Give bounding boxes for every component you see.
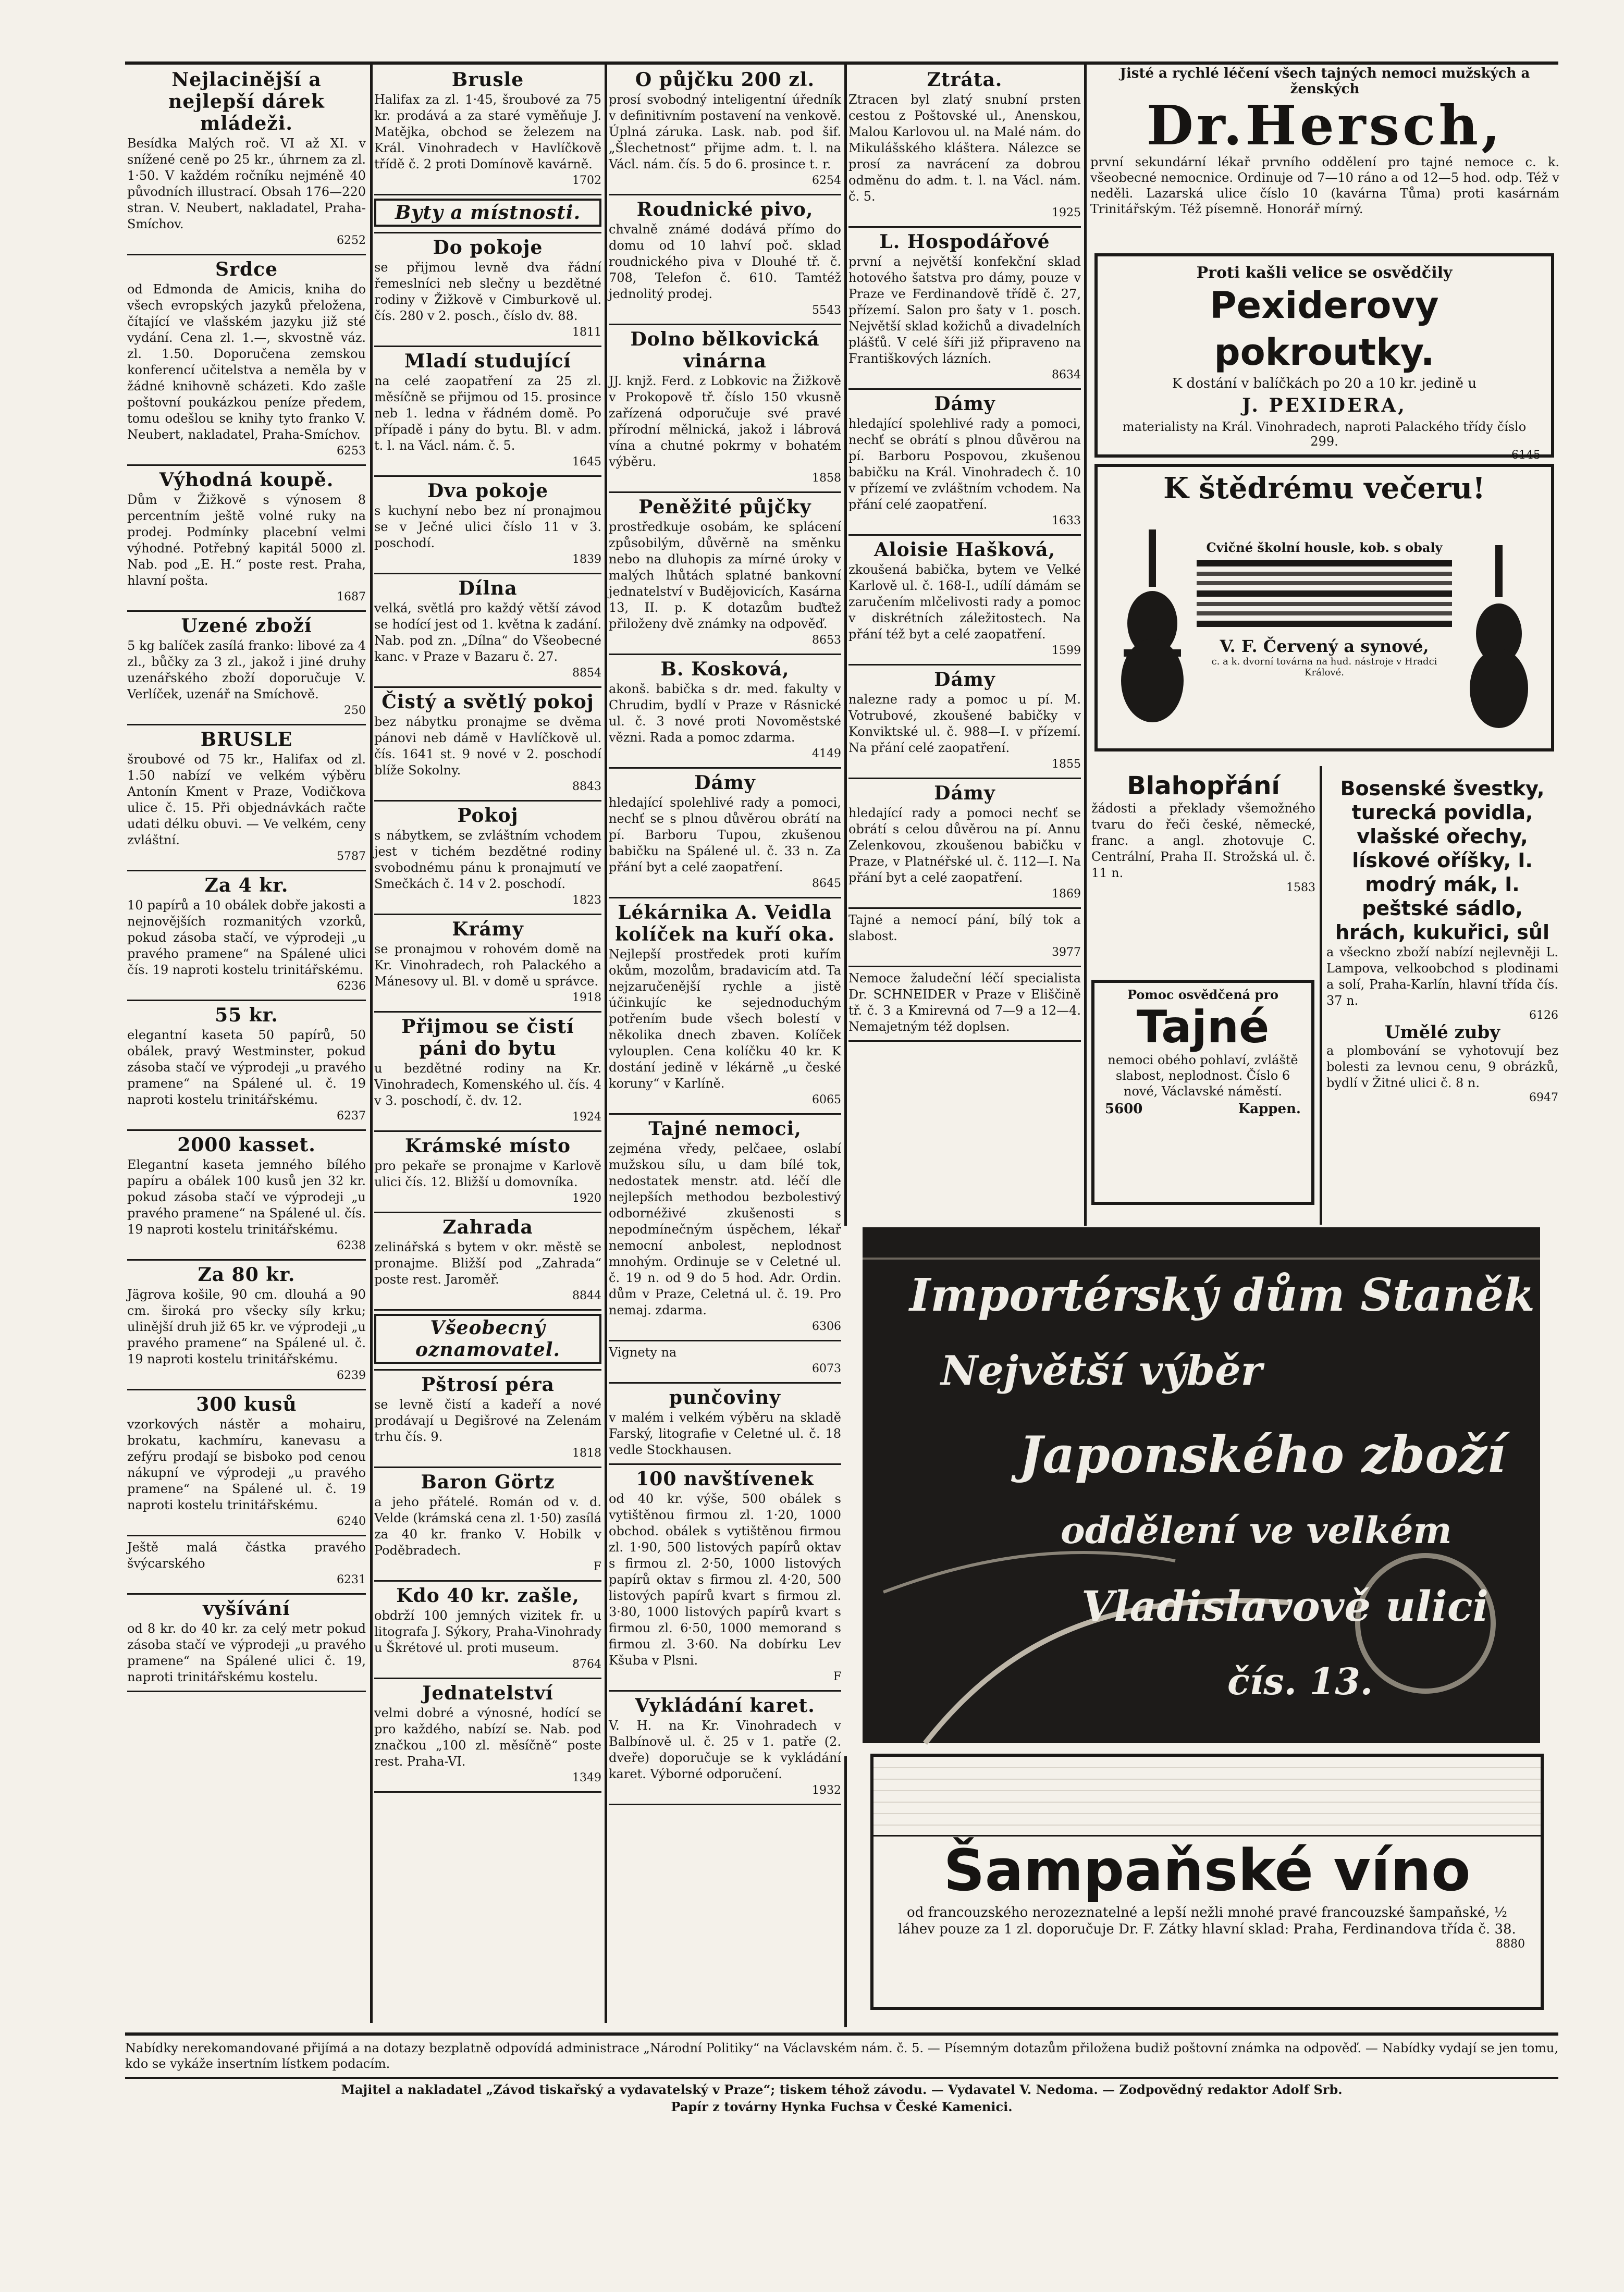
ad-text: Dům v Žižkově s výnosem 8 percentním ještě volné ruky na prodej. Podmínky placební velmi výhodné. Potřebný kapitál 5000 zl. Nab. pod „E. H.“ poste rest. Praha, hlavní pošta. — [127, 492, 366, 588]
ad-number: 1839 — [572, 553, 601, 566]
ad-title: Všeobecný oznamovatel. — [374, 1314, 601, 1364]
sampan-num: 8880 — [1496, 1938, 1525, 1951]
ad-text: akonš. babička s dr. med. fakulty v Chrudim, bydlí v Praze v Rásnické ul. č. 3 nové proti Novoměstské vězni. Rada a pomoc zdarma. — [609, 682, 841, 745]
column-rule — [1084, 64, 1087, 1226]
ad-title: Za 80 kr. — [198, 1264, 296, 1286]
ad-divider — [127, 1129, 366, 1131]
classified-ad — [127, 1598, 366, 1685]
bosen-title: Bosenské švestky, turecká povidla, vlašské ořechy, lískové oříšky, I. modrý mák, I. peštské sádlo, hrách, kukuřici, sůl — [1335, 777, 1549, 944]
pexider-firm: J. PEXIDERA, — [1242, 395, 1407, 416]
ad-title: Lékárnika A. Veidla kolíček na kuří oka. — [615, 902, 835, 945]
classified-ad — [848, 231, 1081, 383]
ad-title: 55 kr. — [215, 1004, 278, 1026]
classified-ad — [609, 199, 841, 318]
ad-title: Dolno bělkovická vinárna — [630, 328, 820, 372]
ad-divider — [609, 324, 841, 325]
ad-text: hledající spolehlivé rady a pomoci, nechť se obrátí s plnou důvěrou na pí. Barboru Pospovou, zkušenou babičku na Král. Vinohradech č. 10 v přízemí ve zvláštním vchodem. Na přání celé zaopatření. — [848, 416, 1081, 512]
stanek-line5: Vladislavově ulici — [1081, 1582, 1489, 1631]
ad-divider — [127, 1000, 366, 1001]
ad-number: 8645 — [812, 877, 841, 890]
classified-ad — [848, 912, 1081, 960]
ad-number: 4149 — [812, 747, 841, 760]
column-rule — [605, 64, 607, 2023]
bosen-text: a všeckno zboží nabízí nejlevněji L. Lampova, velkoobchod s plodinami a solí, Praha-Karlín, hlavní třída čís. 37 n. — [1326, 945, 1558, 1008]
ad-text: se přijmou levně dva řádní řemeslníci neb slečny u bezdětné rodiny v Žižkově v Cimburkově ul. čís. 280 v 2. posch., číslo dv. 88. — [374, 260, 601, 323]
ad-title: Dílna — [458, 577, 518, 599]
ad-title: Mladí studující — [404, 350, 571, 372]
ad-number: 6239 — [337, 1369, 366, 1382]
ad-divider — [127, 1535, 366, 1536]
ad-text: Ztracen byl zlatý snubní prsten cestou z Poštovské ul., Anenskou, Malou Karlovou ul. na Malé nám. do Mikulášského kláštera. Nálezce se prosí za navrácení za dobrou odměnu do adm. t. l. na Václ. nám. č. 5. — [848, 92, 1081, 204]
pexider-addr: materialisty na Král. Vinohradech, naproti Palackého třídy číslo 299. — [1122, 420, 1527, 449]
ad-number: 6253 — [337, 445, 366, 458]
ad-title: Peněžité půjčky — [638, 496, 811, 518]
ad-divider — [609, 1463, 841, 1465]
ad-title: 100 navštívenek — [636, 1468, 814, 1490]
ad-divider — [127, 724, 366, 725]
violin-ad — [1094, 464, 1554, 751]
ad-number: 1633 — [1052, 514, 1081, 527]
ad-divider — [609, 1804, 841, 1805]
ad-number: 6073 — [812, 1362, 841, 1375]
hersch-ad — [1090, 66, 1559, 243]
ad-divider — [609, 1113, 841, 1115]
ad-text: bez nábytku pronajme se dvěma pánovi neb dámě v Havlíčkově ul. čís. 1641 st. 9 nové v 2. poschodí blíže Sokolny. — [374, 714, 601, 778]
ad-text: Tajné a nemocí pání, bílý tok a slabost. — [848, 913, 1081, 943]
ad-title: Kdo 40 kr. zašle, — [396, 1585, 580, 1607]
ad-divider — [848, 1040, 1081, 1042]
column-3 — [609, 68, 841, 1797]
ad-title: L. Hospodářové — [879, 231, 1050, 253]
ad-number: 1924 — [572, 1111, 601, 1124]
ad-text: nalezne rady a pomoc u pí. M. Votrubové, zkoušené babičky v Konviktské ul. č. 988—I. v přízemí. Na přání celé zaopatření. — [848, 692, 1081, 755]
ad-text: zelinářská s bytem v okr. městě se pronajme. Bližší pod „Zahrada“ poste rest. Jaroměř. — [374, 1240, 601, 1287]
footer-line2: Majitel a nakladatel „Závod tiskařský a vydavatelský v Praze“; tiskem téhož závodu. — Vydavatel V. Nedoma. — Zodpovědný redaktor Adolf Srb. — [341, 2082, 1343, 2097]
ad-number: 1932 — [812, 1784, 841, 1797]
column-rule — [844, 64, 847, 1226]
ad-number: 8844 — [572, 1289, 601, 1302]
classified-ad — [374, 805, 601, 908]
pexider-ad — [1094, 253, 1554, 462]
ad-text: od 40 kr. výše, 500 obálek s vytištěnou firmou zl. 1·20, 1000 obchod. obálek s vytištěnou firmou zl. 1·90, 500 listových papírů oktav s firmou zl. 2·50, 1000 listových papírů oktav s firmou zl. 4·20, 500 listových papírů kvart s firmou zl. 3·80, 1000 listových papírů kvart s firmou zl. 6·50, 1000 memorand s firmou zl. 3·60. Na dobírku Lev Kšuba v Plsni. — [609, 1492, 841, 1668]
classified-ad — [127, 1134, 366, 1254]
ad-divider — [609, 491, 841, 493]
ad-number: 6240 — [337, 1515, 366, 1528]
bosen-title2: Umělé zuby — [1384, 1022, 1500, 1043]
stanek-line6: čís. 13. — [1227, 1660, 1373, 1703]
classified-ad — [848, 539, 1081, 659]
ad-divider — [848, 388, 1081, 390]
classified-ad — [127, 1394, 366, 1530]
ad-divider — [374, 686, 601, 688]
ad-text: zejména vředy, pelčaee, oslabí mužskou sílu, u dam bílé tok, nedostatek menstr. atd. léčí dle nejlepších methodou bezbolestivý odbornéživé zkušenosti s nepodmínečným úspěchem, lékař nemocní anbolest, neplodnost mnohým. Ordinuje se v Celetné ul. č. 19 n. od 9 do 5 hod. Adr. Ordin. dům v Praze, Celetná ul. č. 19. Pro nemaj. zdarma. — [609, 1141, 841, 1317]
ad-number: 6237 — [337, 1110, 366, 1123]
ad-number: 1918 — [572, 991, 601, 1004]
stanek-line2: Největší výběr — [941, 1347, 1262, 1395]
ad-number: 1920 — [572, 1192, 601, 1205]
classified-ad — [609, 1468, 841, 1685]
ad-number: 1811 — [572, 326, 601, 339]
ad-title: Nejlacinější a nejlepší dárek mládeži. — [168, 69, 325, 134]
ad-text: hledající rady a pomoci nechť se obrátí s celou důvěrou na pí. Annu Zelenkovou, zkoušenou babičku v Praze, v Platnéřské ul. č. 112—I. Na přání byt a celé zaopatření. — [848, 806, 1081, 885]
ad-title: Aloisie Hašková, — [873, 539, 1055, 561]
classified-ad — [609, 658, 841, 762]
classified-ad — [374, 1314, 601, 1364]
blaho-num: 1583 — [1286, 881, 1315, 894]
column-rule — [844, 1756, 847, 2027]
classified-ad — [374, 1682, 601, 1786]
ad-divider — [374, 475, 601, 477]
footer-rule — [125, 2032, 1558, 2036]
ad-text: V. H. na Kr. Vinohradech v Balbínově ul. č. 25 v 1. patře (2. dveře) doporučuje se k vykládání karet. Výborné odporučení. — [609, 1718, 841, 1781]
ad-number: 1645 — [572, 455, 601, 469]
ad-divider — [127, 1259, 366, 1261]
ad-title: Baron Görtz — [421, 1471, 555, 1493]
tajne-top: Pomoc osvědčená pro — [1127, 987, 1278, 1002]
ad-title: Pokoj — [457, 805, 519, 827]
ad-divider — [374, 232, 601, 233]
ad-divider — [374, 800, 601, 802]
ad-text: s nábytkem, se zvláštním vchodem jest v tichém bezdětné rodiny svobodnému pánu k pronajmutí ve Smečkách č. 14 v 2. poschodí. — [374, 828, 601, 891]
classified-ad — [609, 1387, 841, 1458]
ad-number: 6238 — [337, 1239, 366, 1252]
ad-number: 1858 — [812, 472, 841, 485]
classified-ad — [127, 69, 366, 249]
ad-number: 6231 — [337, 1573, 366, 1586]
blaho-ad — [1091, 771, 1315, 954]
pexider-top: Proti kašli velice se osvědčily — [1196, 264, 1453, 282]
ad-number: 250 — [344, 704, 366, 717]
ad-text: velká, světlá pro každý větší závod se hodící jest od 1. května k zadání. Nab. pod zn. „Dílna“ do Všeobecné kanc. v Praze v Bazaru č. 27. — [374, 601, 601, 664]
stanek-banner — [863, 1227, 1540, 1743]
column-1 — [127, 68, 366, 2017]
sampan-ad — [870, 1754, 1544, 2010]
ad-divider — [374, 1791, 601, 1793]
bosen-ad — [1326, 777, 1558, 1225]
ad-title: Krámy — [452, 918, 524, 940]
violin-title: K štědrému večeru! — [1163, 471, 1485, 506]
column-rule — [370, 64, 373, 2023]
ad-divider — [848, 664, 1081, 666]
classified-ad — [609, 1345, 841, 1377]
ad-text: vzorkových nástěr a mohairu, brokatu, kachmíru, kanevasu a zefýru prodají se bisboko pod cenou nákupní ve výprodeji „u pravého pramene“ na Spálené ul. č. 19 naproti kostelu trinitářskému. — [127, 1417, 366, 1512]
classified-ad — [374, 69, 601, 189]
ad-divider — [609, 1690, 841, 1692]
ad-number: 8854 — [572, 667, 601, 680]
classified-ad — [609, 328, 841, 486]
pexider-num: 6145 — [1511, 449, 1541, 462]
ad-text: od 8 kr. do 40 kr. za celý metr pokud zásoba stačí ve výprodeji „u pravého pramene“ na Spálené ulici č. 19, naproti trinitářskému kostelu. — [127, 1621, 366, 1684]
ad-divider — [374, 1467, 601, 1468]
ad-number: 3977 — [1052, 946, 1081, 959]
classified-ad — [127, 729, 366, 865]
classified-ad — [374, 480, 601, 568]
ad-divider — [127, 464, 366, 466]
ad-divider — [848, 226, 1081, 228]
ad-title: Výhodná koupě. — [159, 469, 334, 491]
ad-number: 1702 — [572, 174, 601, 187]
tajne-ad — [1091, 980, 1314, 1205]
ad-divider — [127, 1691, 366, 1692]
stanek-line3: Japonského zboží — [1019, 1425, 1506, 1484]
violin-icon — [1468, 545, 1530, 733]
stanek-line4: oddělení ve velkém — [1061, 1509, 1452, 1552]
ad-text: Jägrova košile, 90 cm. dlouhá a 90 cm. široká pro všecky síly krku; ulinější druh již 65 kr. ve výprodeji „u pravého pramene“ na Spálené ul. č. 19 naproti kostelu trinitářskému. — [127, 1287, 366, 1366]
ad-title: Brusle — [451, 69, 524, 91]
tajne-title: Tajné — [1136, 1001, 1270, 1053]
classified-ad — [609, 902, 841, 1108]
ad-number: 8764 — [572, 1658, 601, 1671]
ad-number: F — [593, 1560, 601, 1573]
classified-ad — [127, 1264, 366, 1384]
ad-divider — [609, 897, 841, 898]
ad-number: 6236 — [337, 980, 366, 993]
ad-text: s kuchyní nebo bez ní pronajmou se v Ječné ulici číslo 11 v 3. poschodí. — [374, 503, 601, 550]
classified-ad — [848, 782, 1081, 902]
ad-title: Tajné nemoci, — [648, 1118, 802, 1140]
violin-icon — [1118, 529, 1186, 728]
classified-ad — [127, 1004, 366, 1124]
ad-divider — [374, 1678, 601, 1679]
column-rule — [1320, 766, 1322, 1225]
ad-divider — [374, 346, 601, 347]
classified-ad — [609, 69, 841, 189]
ad-text: se pronajmou v rohovém domě na Kr. Vinohradech, roh Palackého a Mánesovy ul. Bl. v domě u správce. — [374, 942, 601, 989]
classified-ad — [127, 874, 366, 994]
ad-divider — [848, 966, 1081, 967]
ad-divider — [374, 1309, 601, 1311]
ad-text: u bezdětné rodiny na Kr. Vinohradech, Komenského ul. čís. 4 v 3. poschodí, č. dv. 12. — [374, 1061, 601, 1108]
ad-number: 6252 — [337, 234, 366, 247]
classified-ad — [374, 199, 601, 227]
ad-divider — [374, 1130, 601, 1132]
sampan-text: od francouzského nerozeznatelné a lepší nežli mnohé pravé francouzské šampaňské, ½ láhev pouze za 1 zl. doporučuje Dr. F. Zátky hlavní sklad: Praha, Ferdinandova třída č. 38. — [898, 1905, 1516, 1937]
ad-title: Ztráta. — [927, 69, 1003, 91]
ad-number: 1687 — [337, 590, 366, 603]
ad-text: hledající spolehlivé rady a pomoci, nechť se s plnou důvěrou obrátí na pí. Barboru Tupou, zkušenou babičku na Spálené ul. č. 33 n. Za přání byt a celé zaopatření. — [609, 795, 841, 874]
violin-line1: Cvičné školní housle, kob. s obaly — [1206, 540, 1443, 555]
ad-number: 5787 — [337, 850, 366, 863]
ad-text: Nemoce žaludeční léčí specialista Dr. SCHNEIDER v Praze v Eliščině tř. č. 3 a Kmirevná od 7—9 a 12—4. Nemajetným též doplsen. — [848, 971, 1081, 1034]
footer-rule — [125, 2077, 1558, 2079]
ad-title: Do pokoje — [433, 237, 543, 258]
ad-divider — [374, 1580, 601, 1582]
ad-number: 1855 — [1052, 758, 1081, 771]
ad-text: první a největší konfekční sklad hotového šatstva pro dámy, pouze v Praze ve Ferdinandově třídě č. 27, přízemí. Salon pro šaty v 1. posch. Největší sklad kožichů a divadelních plášťů. V celé šíři již připraveno na Františkových lázních. — [848, 254, 1081, 366]
ad-text: velmi dobré a výnosné, hodící se pro každého, nabízí se. Nab. pod značkou „100 zl. měsíčně“ poste rest. Praha-VI. — [374, 1706, 601, 1769]
classified-ad — [848, 393, 1081, 529]
classified-ad — [374, 1471, 601, 1575]
ad-divider — [609, 1382, 841, 1384]
ad-divider — [127, 870, 366, 871]
ad-title: vyšívání — [203, 1598, 290, 1620]
ad-title: Přijmou se čistí páni do bytu — [401, 1016, 574, 1059]
ad-title: Pštrosí péra — [421, 1374, 555, 1396]
ad-number: 8843 — [572, 780, 601, 793]
ad-divider — [374, 194, 601, 195]
ad-text: v malém i velkém výběru na skladě Farský, litografie v Celetné ul. č. 18 vedle Stockhausen. — [609, 1410, 841, 1457]
classified-ad — [374, 918, 601, 1006]
ad-title: BRUSLE — [200, 729, 293, 750]
ad-number: 8634 — [1052, 368, 1081, 381]
classified-ad — [374, 1374, 601, 1461]
blaho-text: žádosti a překlady všemožného tvaru do řeči české, německé, franc. a angl. zhotovuje C. Centrální, Praha II. Strožská ul. č. 11 n. — [1091, 801, 1315, 880]
ad-title: Dámy — [934, 669, 995, 691]
ad-text: prosí svobodný inteligentní úředník v definitivním postavení na venkově. Úplná záruka. Lask. nab. pod šif. „Šlechetnost“ přijme adm. t. l. na Václ. nám. čís. 5 do 6. prosince t. r. — [609, 92, 841, 171]
classified-ad — [374, 237, 601, 340]
top-rule — [125, 61, 1558, 65]
tajne-name: Kappen. — [1238, 1101, 1301, 1117]
classified-ad — [609, 496, 841, 648]
ad-number: 1599 — [1052, 644, 1081, 657]
ad-title: Uzené zboží — [181, 615, 312, 637]
ad-title: Srdce — [215, 258, 278, 280]
ad-title: punčoviny — [669, 1387, 781, 1409]
ad-title: Jednatelství — [422, 1682, 553, 1704]
classified-ad — [848, 970, 1081, 1035]
ad-title: O půjčku 200 zl. — [635, 69, 815, 91]
ad-title: 2000 kasset. — [177, 1134, 316, 1156]
blaho-title: Blahopřání — [1127, 771, 1280, 800]
ad-number: 1925 — [1052, 206, 1081, 219]
ad-title: Zahrada — [442, 1216, 533, 1238]
ad-text: od Edmonda de Amicis, kniha do všech evropských jazyků přeložena, čítající ve vlašském jazyku již sté vydání. Cena zl. 1.—, skvostně váz. zl. 1.50. Doporučena zemskou konferencí učitelstva a neměla by v žádné knihovně scházeti. Kdo zašle poštovní poukázkou peníze předem, tomu odešlou se knihy tyto franko V. Neubert, nakladatel, Praha-Smíchov. — [127, 282, 366, 442]
classified-ad — [127, 1539, 366, 1588]
bosen-num: 6126 — [1529, 1009, 1558, 1022]
ad-divider — [609, 767, 841, 769]
pexider-body: K dostání v balíčkách po 20 a 10 kr. jedině u — [1172, 376, 1477, 391]
ad-divider — [848, 534, 1081, 536]
ad-divider — [127, 1593, 366, 1595]
ad-title: Byty a místnosti. — [374, 199, 601, 227]
ad-title: Vykládání karet. — [635, 1695, 815, 1717]
tajne-text: nemoci obého pohlaví, zvláště slabost, neplodnost. Číslo 6 nové, Václavské náměstí. — [1108, 1053, 1298, 1099]
ad-number: 6306 — [812, 1320, 841, 1333]
footer-line1: Nabídky nerekomandované přijímá a na dotazy bezplatně odpovídá administrace „Národní Politiky“ na Václavském nám. č. 5. — Písemným dotazům přiložena budiž poštovní známka na odpověď. — Nabídky vydají se jen tomu, kdo se vykáže insertním lístkem podacím. — [125, 2041, 1558, 2071]
ad-number: 8653 — [812, 634, 841, 647]
classified-ad — [127, 469, 366, 605]
ad-divider — [374, 573, 601, 574]
ad-divider — [609, 654, 841, 655]
ad-title: Dámy — [934, 782, 995, 804]
ad-number: 1818 — [572, 1447, 601, 1460]
ad-text: Halifax za zl. 1·45, šroubové za 75 kr. prodává a za staré vyměňuje J. Matějka, obchod se železem na Král. Vinohradech v Havlíčkově třídě č. 2 proti Domínově kavárně. — [374, 92, 601, 171]
ad-text: 5 kg balíček zasílá franko: libové za 4 zl., bůčky za 3 zl., jakož i jiné druhy uzenářského zboží doporučuje V. Verlíček, uzenář na Smíchově. — [127, 638, 366, 701]
violin-firm: V. F. Červený a synové, — [1220, 636, 1429, 656]
sampan-title: Šampaňské víno — [943, 1837, 1471, 1904]
ad-title: 300 kusů — [196, 1394, 297, 1415]
ad-text: Nejlepší prostředek proti kuřím okům, mozolům, bradavicím atd. Ta nejzaručenější rychle a jistě účinkujíc ke sejednoduchým potřením bude všech bolestí v několika dnech zbaven. Kolíček vylouplen. Cena kolíčku 40 kr. K dostání jedině v lékárně „u české koruny“ v Karlíně. — [609, 947, 841, 1091]
stanek-line1: Importérský dům Staněk — [909, 1269, 1535, 1322]
classified-ad — [609, 1695, 841, 1798]
ad-number: 1349 — [572, 1771, 601, 1784]
classified-ad — [848, 669, 1081, 772]
ad-title: Dámy — [934, 393, 995, 415]
ad-number: F — [833, 1670, 841, 1683]
ad-title: Roudnické pivo, — [636, 199, 814, 220]
bosen-num2: 6947 — [1529, 1091, 1558, 1104]
tajne-num: 5600 — [1105, 1101, 1143, 1117]
classified-ad — [374, 1216, 601, 1304]
ad-text: JJ. knjž. Ferd. z Lobkovic na Žižkově v Prokopově tř. číslo 150 vkusně zařízená odporučuje své pravé přírodní mělnická, jakož i lábrová vína a chutné pokrmy v bohatém výběru. — [609, 374, 841, 469]
classified-ad — [127, 615, 366, 719]
ad-divider — [374, 1369, 601, 1371]
classified-ad — [374, 691, 601, 795]
ad-divider — [374, 1011, 601, 1013]
ad-number: 1869 — [1052, 888, 1081, 901]
ad-divider — [127, 610, 366, 612]
bosen-text2: a plombování se vyhotovují bez bolesti za levnou cenu, 9 obrázků, bydlí v Žitné ulici č. 8 n. — [1326, 1043, 1558, 1090]
ad-text: šroubové od 75 kr., Halifax od zl. 1.50 nabízí ve velkém výběru Antonín Kment v Praze, Vodičkova ulice č. 15. Při objednávkách račte udati délku obuvi. — Ve velkém, ceny zvláštní. — [127, 752, 366, 847]
ad-number: 5543 — [812, 304, 841, 317]
ad-divider — [848, 778, 1081, 779]
ad-title: Krámské místo — [405, 1135, 571, 1157]
column-4 — [848, 68, 1081, 1214]
classified-ad — [374, 1016, 601, 1125]
ad-title: Dva pokoje — [427, 480, 549, 502]
classified-ad — [848, 69, 1081, 221]
ad-text: Elegantní kaseta jemného bílého papíru a obálek 100 kusů jen 32 kr. pokud zásoba stačí ve výprodeji „u pravého pramene“ na Spálené ul. čís. 19 naproti kostelu trinitářskému. — [127, 1157, 366, 1237]
ad-text: se levně čistí a kadeří a nové prodávají u Degišrové na Zelenám trhu čís. 9. — [374, 1397, 601, 1444]
ad-text: elegantní kaseta 50 papírů, 50 obálek, pravý Westminster, pokud zásoba stačí ve výprodeji „u pravého pramene“ na Spálené ul. č. 19 naproti kostelu trinitářskému. — [127, 1028, 366, 1107]
ad-number: 6254 — [812, 174, 841, 187]
ad-divider — [127, 254, 366, 255]
ad-text: prostředkuje osobám, ke splácení způsobilým, důvěrně na směnku nebo na dluhopis za mírné úroky v malých lhůtách splatné bankovní jednatelství v Budějovicích, Kasárna 13, II. p. K dotazům buďtež přiloženy dvě známky na odpověď. — [609, 520, 841, 631]
ad-text: Vignety na — [609, 1345, 677, 1360]
pexider-name: Pexiderovy pokroutky. — [1210, 284, 1439, 374]
classified-ad — [609, 1118, 841, 1335]
ad-title: Čistý a světlý pokoj — [382, 691, 594, 713]
footer-line3: Papír z továrny Hynka Fuchsa v České Kamenici. — [671, 2099, 1013, 2114]
ad-text: pro pekaře se pronajme v Karlově ulici čís. 12. Bližší u domovníka. — [374, 1159, 601, 1189]
classified-ad — [609, 772, 841, 892]
classified-ad — [374, 1585, 601, 1672]
hersch-name: Dr.Hersch, — [1146, 93, 1504, 157]
ad-divider — [609, 194, 841, 195]
classified-ad — [374, 577, 601, 681]
column-2 — [374, 68, 601, 2017]
ad-divider — [848, 907, 1081, 909]
ad-text: Ještě malá částka pravého švýcarského — [127, 1540, 366, 1571]
hersch-body: první sekundární lékař prvního oddělení pro tajné nemoce c. k. všeobecné nemocnice. Ordinuje od 7—10 ráno a od 12—5 hod. odp. Též v neděli. Lazarská ulice číslo 10 (kavárna Tůma) proti kasárnám Trinitářským. Též písemně. Honorář mírný. — [1090, 155, 1559, 216]
ad-divider — [374, 914, 601, 915]
ad-text: na celé zaopatření za 25 zl. měsíčně se přijmou od 15. prosince neb 1. ledna v řádném domě. Po případě i pány do bytu. Bl. v adm. t. l. na Václ. nám. č. 5. — [374, 374, 601, 453]
ad-text: Besídka Malých roč. VI až XI. v snížené ceně po 25 kr., úhrnem za zl. 1·50. V každém ročníku nejméně 40 původních illustrací. Obsah 176—220 stran. V. Neubert, nakladatel, Praha-Smíchov. — [127, 136, 366, 231]
ad-number: 1823 — [572, 894, 601, 907]
classified-ad — [374, 1135, 601, 1206]
ad-divider — [374, 1212, 601, 1213]
hersch-top: Jisté a rychlé léčení všech tajných nemoci mužských a ženských — [1119, 66, 1530, 97]
ad-number: 6065 — [812, 1093, 841, 1106]
ad-text: 10 papírů a 10 obálek dobře jakosti a nejnovějších rozmanitých vzorků, pokud zásoba stačí, ve výprodeji „u pravého pramene“ na Spálené ulici čís. 19 naproti kostelu trinitářskému. — [127, 898, 366, 977]
classified-ad — [374, 350, 601, 470]
ad-text: zkoušená babička, bytem ve Velké Karlově ul. č. 168-I., udílí dámám se zaručením mlčelivosti rady a pomoc v diskrétních záležitostech. Na přání též byt a celé zaopatření. — [848, 562, 1081, 642]
ad-divider — [127, 1389, 366, 1390]
ad-title: Dámy — [694, 772, 756, 794]
ad-text: a jeho přátelé. Román od v. d. Velde (krámská cena zl. 1·50) zasílá za 40 kr. franko V. Hobilk v Poděbradech. — [374, 1495, 601, 1558]
ad-title: B. Kosková, — [660, 658, 790, 680]
ad-text: chvalně známé dodává přímo do domu od 10 lahví poč. sklad roudnického piva v Dlouhé tř. č. 708, Telefon č. 610. Tamtéž jednolitý prodej. — [609, 222, 841, 301]
ad-divider — [609, 1340, 841, 1341]
classified-ad — [127, 258, 366, 459]
ad-title: Za 4 kr. — [204, 874, 289, 896]
ad-text: obdrží 100 jemných vizitek fr. u litografa J. Sýkory, Praha-Vinohrady u Škrétové ul. proti museum. — [374, 1608, 601, 1655]
violin-small: c. a k. dvorní továrna na hud. nástroje v Hradci Králové. — [1211, 656, 1437, 678]
